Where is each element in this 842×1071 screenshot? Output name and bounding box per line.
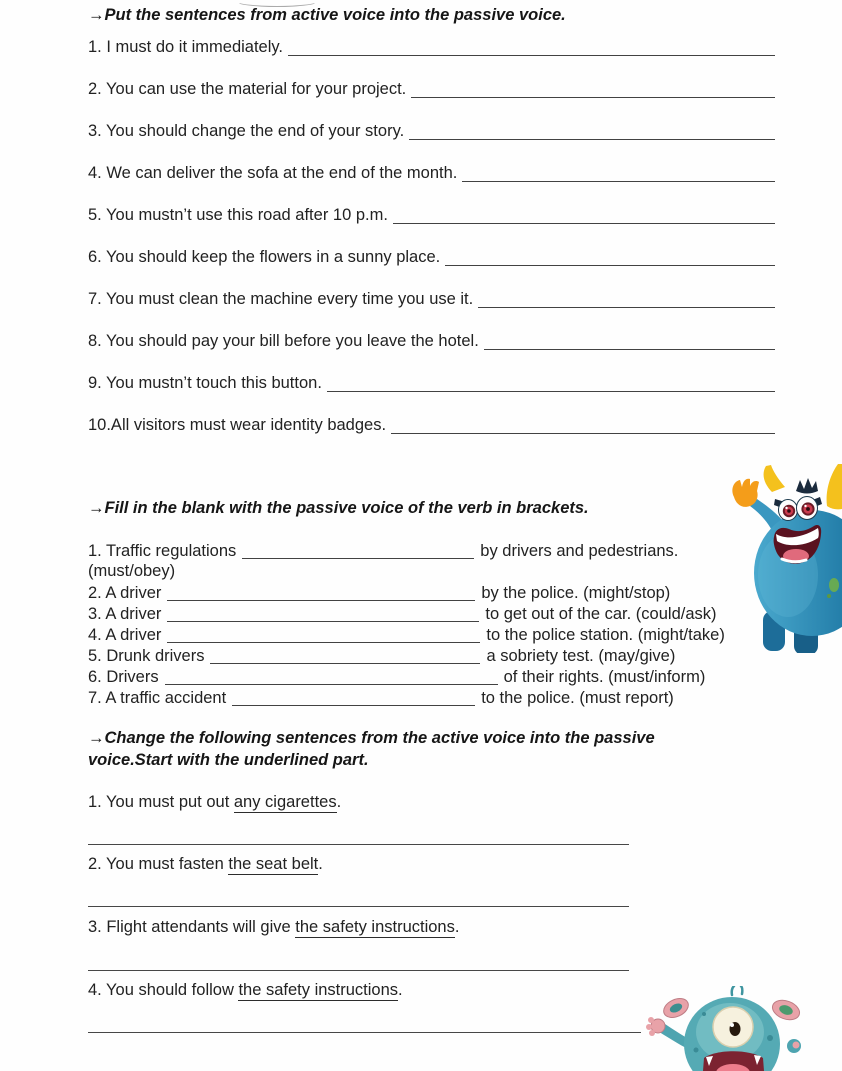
sentence-suffix: of their rights. (must/inform): [503, 668, 706, 686]
sentence-prefix: 3. Flight attendants will give: [88, 918, 296, 936]
sentence-text: 5. You mustn’t use this road after 10 p.m.: [88, 206, 388, 224]
sentence-suffix: to the police station. (might/take): [486, 626, 725, 644]
underlined-phrase: the safety instructions: [295, 918, 455, 936]
exercise1-item: [88, 37, 775, 57]
sentence-text: 10.All visitors must wear identity badges.: [88, 416, 387, 434]
exercise1-item: [88, 163, 775, 183]
answer-line: [88, 970, 629, 971]
answer-blank: [411, 93, 775, 98]
answer-blank: [462, 177, 775, 182]
answer-line: [88, 844, 629, 845]
exercise2-item: [88, 624, 788, 645]
sentence-prefix: 5. Drunk drivers: [88, 647, 205, 665]
underlined-phrase: any cigarettes: [233, 793, 337, 811]
answer-blank: [242, 554, 474, 559]
exercise1-item: [88, 79, 775, 99]
answer-blank: [167, 638, 480, 643]
sentence-prefix: 7. A traffic accident: [88, 689, 227, 707]
sentence-prefix: 1. Traffic regulations: [88, 542, 237, 560]
sentence-text: 3. You should change the end of your story.: [88, 122, 405, 140]
exercise2-item: [88, 687, 788, 708]
answer-blank: [165, 680, 498, 685]
sentence-text: 8. You should pay your bill before you leave the hotel.: [88, 332, 479, 350]
section3-title: [88, 728, 768, 771]
sentence-text: 1. I must do it immediately.: [88, 38, 284, 56]
section3-title-line1: →Change the following sentences from the active voice into the passive: [88, 729, 655, 747]
underlined-phrase: the seat belt: [228, 855, 319, 873]
answer-blank: [167, 617, 479, 622]
section1-title: →Put the sentences from active voice into the passive voice.: [88, 6, 566, 24]
sentence-text: 6. You should keep the flowers in a sunny place.: [88, 248, 441, 266]
sentence-prefix: 2. You must fasten: [88, 855, 229, 873]
answer-blank: [327, 387, 775, 392]
verb-hint: (must/obey): [88, 562, 176, 580]
section3-title-line2: voice.Start with the underlined part.: [88, 750, 369, 769]
exercise1-item: [88, 415, 775, 435]
section2-exercise-list: [88, 540, 788, 708]
sentence-text: 2. You can use the material for your project.: [88, 80, 407, 98]
exercise2-item: [88, 540, 788, 561]
exercise3-item: [88, 792, 341, 813]
sentence-text: 7. You must clean the machine every time you use it.: [88, 290, 474, 308]
exercise2-item: [88, 666, 788, 687]
sentence-text: 9. You mustn’t touch this button.: [88, 374, 322, 392]
section1-exercise-list: [88, 37, 775, 457]
section2-title: →Fill in the blank with the passive voice of the verb in brackets.: [88, 499, 589, 517]
answer-line: [88, 1032, 641, 1033]
cyclops-monster-illustration: [646, 986, 806, 1071]
sentence-prefix: 6. Drivers: [88, 668, 159, 686]
sentence-prefix: 3. A driver: [88, 605, 162, 623]
exercise1-item: [88, 373, 775, 393]
exercise1-item: [88, 205, 775, 225]
sentence-suffix: to the police. (must report): [481, 689, 674, 707]
sentence-suffix: to get out of the car. (could/ask): [485, 605, 717, 623]
sentence-text: 4. We can deliver the sofa at the end of the month.: [88, 164, 458, 182]
answer-blank: [391, 429, 775, 434]
exercise3-item: [88, 917, 459, 938]
exercise1-item: [88, 289, 775, 309]
sentence-prefix: 4. You should follow: [88, 981, 239, 999]
exercise1-item: [88, 331, 775, 351]
sentence-suffix: .: [336, 793, 342, 811]
sentence-prefix: 2. A driver: [88, 584, 162, 602]
answer-blank: [409, 135, 775, 140]
sentence-suffix: by drivers and pedestrians.: [480, 542, 679, 560]
exercise2-item: [88, 582, 788, 603]
answer-blank: [445, 261, 775, 266]
answer-line: [88, 906, 629, 907]
underlined-phrase: the safety instructions: [238, 981, 399, 999]
answer-blank: [478, 303, 775, 308]
answer-blank: [167, 596, 475, 601]
answer-blank: [232, 701, 475, 706]
sentence-suffix: .: [318, 855, 323, 873]
exercise2-item: [88, 645, 788, 666]
exercise1-item: [88, 121, 775, 141]
answer-blank: [210, 659, 480, 664]
sentence-prefix: 4. A driver: [88, 626, 162, 644]
sentence-suffix: .: [398, 981, 403, 999]
exercise3-item: [88, 854, 323, 875]
sentence-suffix: a sobriety test. (may/give): [486, 647, 676, 665]
answer-blank: [393, 219, 775, 224]
sentence-suffix: .: [454, 918, 460, 936]
exercise2-item: [88, 603, 788, 624]
exercise1-item: [88, 247, 775, 267]
answer-blank: [484, 345, 775, 350]
sentence-suffix: by the police. (might/stop): [481, 584, 671, 602]
sentence-prefix: 1. You must put out: [88, 793, 234, 811]
answer-blank: [288, 51, 775, 56]
exercise3-item: [88, 980, 403, 1001]
